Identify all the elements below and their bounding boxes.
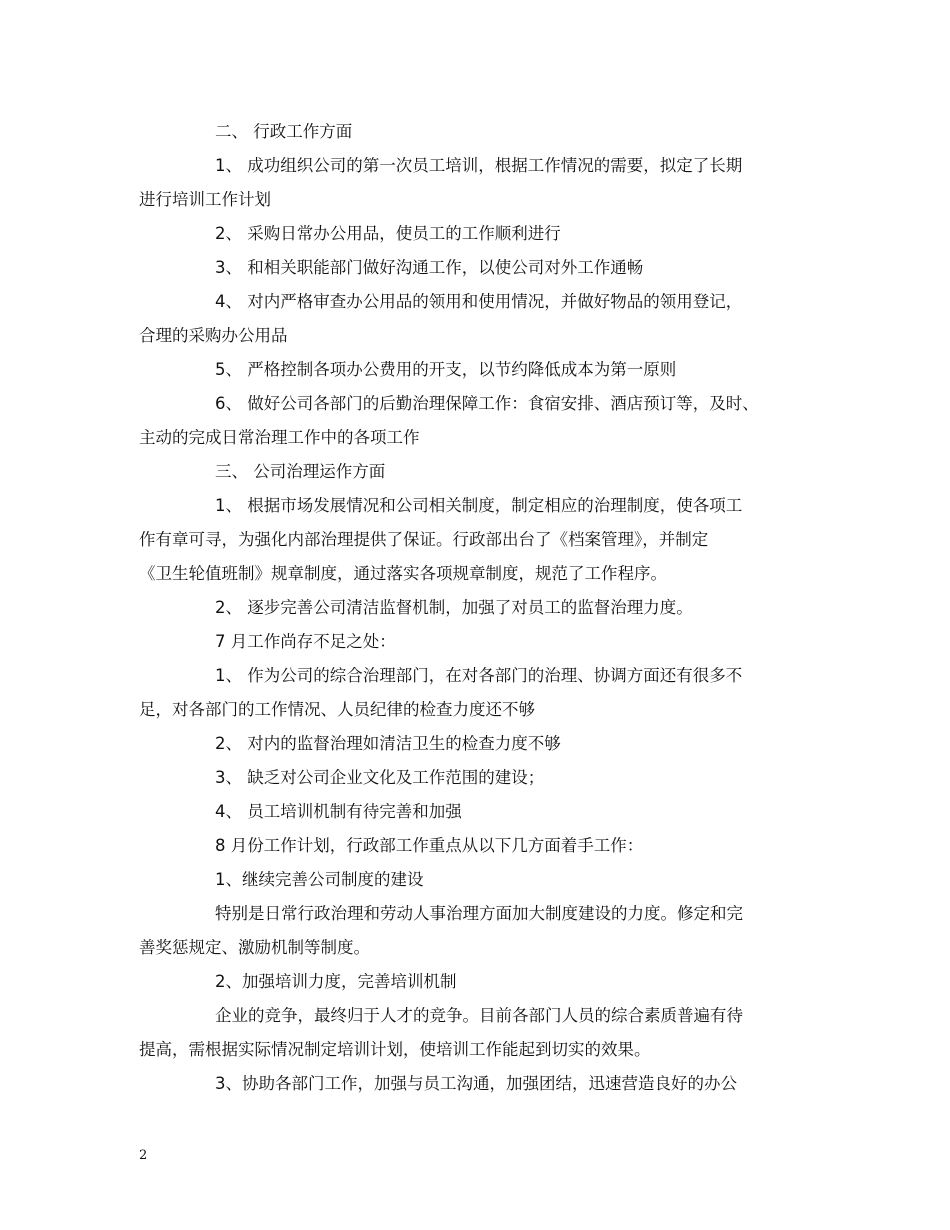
text-line: 4、 员工培训机制有待完善和加强 [215, 802, 462, 821]
document-body [139, 115, 829, 1101]
text-line: 2、 对内的监督治理如清洁卫生的检查力度不够 [215, 734, 561, 753]
text-line: 6、 做好公司各部门的后勤治理保障工作：食宿安排、酒店预订等，及时、 [215, 394, 759, 413]
text-line: 主动的完成日常治理工作中的各项工作 [139, 428, 420, 447]
text-line: 足，对各部门的工作情况、人员纪律的检查力度还不够 [139, 700, 535, 719]
text-line: 2、 采购日常办公用品，使员工的工作顺利进行 [215, 224, 561, 243]
text-line: 8 月份工作计划，行政部工作重点从以下几方面着手工作： [215, 836, 644, 855]
page-number: 2 [139, 1148, 148, 1163]
text-line: 提高，需根据实际情况制定培训计划，使培训工作能起到切实的效果。 [139, 1040, 651, 1059]
text-line: 特别是日常行政治理和劳动人事治理方面加大制度建设的力度。修定和完 [215, 904, 743, 923]
text-line: 2、加强培训力度，完善培训机制 [215, 972, 457, 991]
text-line: 5、 严格控制各项办公费用的开支，以节约降低成本为第一原则 [215, 360, 677, 379]
text-line: 1、 根据市场发展情况和公司相关制度，制定相应的治理制度，使各项工 [215, 496, 743, 515]
text-line: 1、 成功组织公司的第一次员工培训，根据工作情况的需要，拟定了长期 [215, 156, 743, 175]
text-line: 三、 公司治理运作方面 [215, 462, 386, 481]
text-line: 《卫生轮值班制》规章制度，通过落实各项规章制度，规范了工作程序。 [139, 564, 667, 583]
text-line: 合理的采购办公用品 [139, 326, 288, 345]
text-line: 4、 对内严格审查办公用品的领用和使用情况，并做好物品的领用登记， [215, 292, 743, 311]
text-line: 作有章可寻，为强化内部治理提供了保证。行政部出台了《档案管理》，并制定 [139, 530, 709, 549]
text-line: 2、 逐步完善公司清洁监督机制，加强了对员工的监督治理力度。 [215, 598, 693, 617]
text-line: 3、 和相关职能部门做好沟通工作，以使公司对外工作通畅 [215, 258, 644, 277]
text-line: 3、 缺乏对公司企业文化及工作范围的建设； [215, 768, 545, 787]
text-line: 3、协助各部门工作，加强与员工沟通，加强团结，迅速营造良好的办公 [215, 1074, 737, 1093]
text-line: 1、继续完善公司制度的建设 [215, 870, 424, 889]
text-line: 善奖惩规定、激励机制等制度。 [139, 938, 370, 957]
text-line: 二、 行政工作方面 [215, 122, 353, 141]
text-line: 1、 作为公司的综合治理部门，在对各部门的治理、协调方面还有很多不 [215, 666, 743, 685]
text-line: 进行培训工作计划 [139, 190, 271, 209]
text-line: 企业的竞争，最终归于人才的竞争。目前各部门人员的综合素质普遍有待 [215, 1006, 743, 1025]
text-line: 7 月工作尚存不足之处： [215, 632, 396, 651]
